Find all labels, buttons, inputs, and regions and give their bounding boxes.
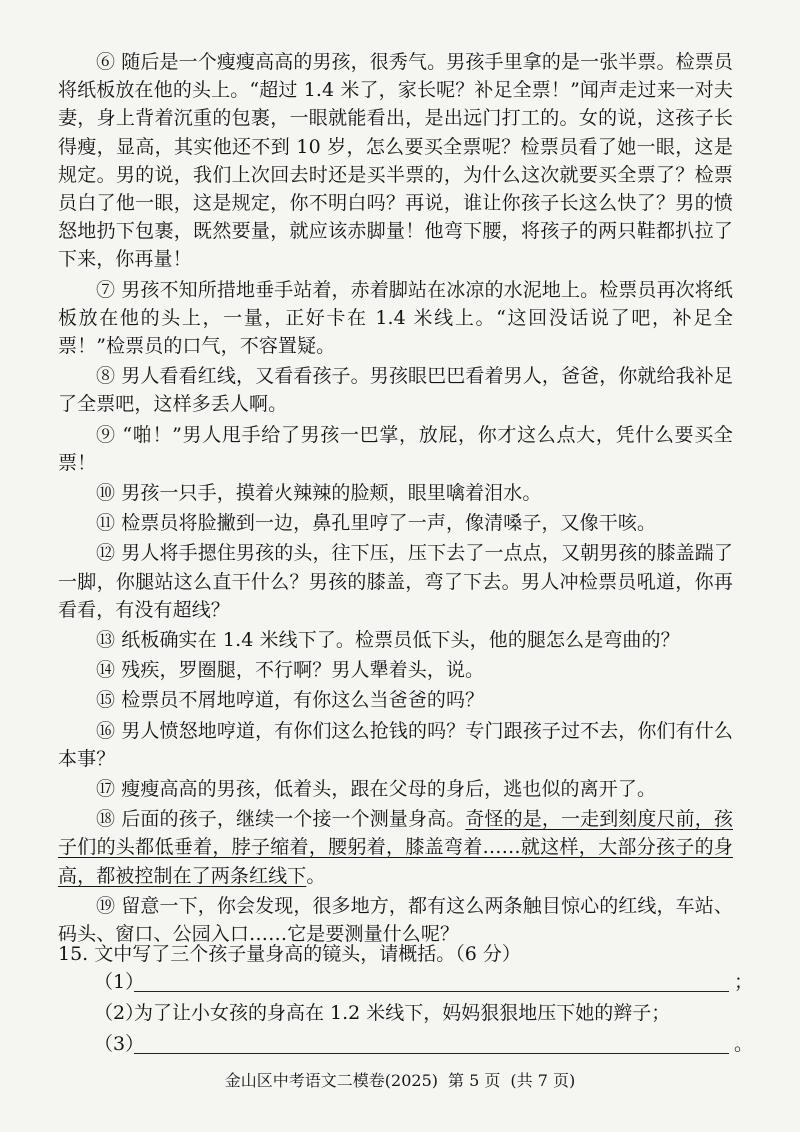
answer-row-3 <box>94 1030 754 1058</box>
paragraph-14: ⑭ 残疾，罗圈腿，不行啊？男人犟着头，说。 <box>96 659 485 682</box>
exam-name: 金山区中考语文二模卷(2025) <box>224 1071 438 1090</box>
paragraph-16: ⑯ 男人愤怒地哼道，有你们这么抢钱的吗？专门跟孩子过不去，你们有什么本事？ <box>58 719 733 770</box>
paragraph-19: ⑲ 留意一下，你会发现，很多地方，都有这么两条触目惊心的红线，车站、码头、窗口、公园入口……它是要测量什么呢？ <box>58 894 733 946</box>
answer-label-1: （1） <box>94 971 145 993</box>
paragraph-13: ⑬ 纸板确实在 1.4 米线下了。检票员低下头，他的腿怎么是弯曲的？ <box>96 629 680 652</box>
question-title: 15. 文中写了三个孩子量身高的镜头，请概括。（6 分） <box>58 943 521 965</box>
answer-end-1: ； <box>734 971 754 993</box>
answer-blank-1[interactable] <box>134 973 729 992</box>
paragraph-17: ⑰ 瘦瘦高高的男孩，低着头，跟在父母的身后，逃也似的离开了。 <box>96 778 657 801</box>
answer-text-2: 为了让小女孩的身高在 1.2 米线下，妈妈狠狠地压下她的辫子； <box>134 1002 671 1024</box>
paragraph-8: ⑧ 男人看看红线，又看看孩子。男孩眼巴巴看着男人，爸爸，你就给我补足了全票吧，这样多丢人啊。 <box>58 365 733 416</box>
answer-row-1 <box>94 968 754 996</box>
paragraph-15: ⑮ 检票员不屑地哼道，有你这么当爸爸的吗？ <box>96 689 485 712</box>
paragraph-18-intro: ⑱ 后面的孩子，继续一个接一个测量身高。 <box>96 808 466 831</box>
paragraph-6: ⑥ 随后是一个瘦瘦高高的男孩，很秀气。男孩手里拿的是一张半票。检票员将纸板放在他的头上。“超过 1.4 米了，家长呢？补足全票！”闻声走过来一对夫妻，身上背着沉重的包裹，一眼就能看出，是出远门打工的。女的说，这孩子长得瘦，显高，其实他还不到 10 岁，怎么要买全票呢？检票员看了她一眼，这是规定。男的说，我们上次回去时还是买半票的，为什么这次就要买全票了？检票员白了他一眼，这是规定，你不明白吗？再说，谁让你孩子长这么快了？男的愤怒地扔下包裹，既然要量，就应该赤脚量！他弯下腰，将孩子的两只鞋都扒拉了下来，你再量！ <box>58 51 733 271</box>
paragraph-11: ⑪ 检票员将脸撇到一边，鼻孔里哼了一声，像清嗓子，又像干咳。 <box>96 512 657 535</box>
paragraph-18 <box>58 805 733 890</box>
answer-blank-3[interactable] <box>134 1035 729 1054</box>
paragraph-9: ⑨ “啪！”男人甩手给了男孩一巴掌，放屁，你才这么点大，凭什么要买全票！ <box>58 423 733 474</box>
paragraph-7: ⑦ 男孩不知所措地垂手站着，赤着脚站在冰凉的水泥地上。检票员再次将纸板放在他的头上，一量，正好卡在 1.4 米线上。“这回没话说了吧，补足全票！”检票员的口气，不容置疑。 <box>58 278 733 358</box>
paragraph-18-end: 。 <box>306 864 326 887</box>
underlined-passage: 奇怪的是，一走到刻度尺前，孩子们的头都低垂着，脖子缩着，腰躬着，膝盖弯着……就这样，大部分孩子的身高，都被控制在了两条红线下 <box>58 808 733 887</box>
page-total: (共 7 页) <box>510 1071 576 1090</box>
page-number: 第 5 页 <box>448 1071 501 1090</box>
answer-end-3: 。 <box>734 1033 754 1055</box>
answer-label-3: （3） <box>94 1033 145 1055</box>
question-15 <box>58 940 754 1058</box>
reading-passage <box>58 48 733 948</box>
paragraph-10: ⑩ 男孩一只手，摸着火辣辣的脸颊，眼里噙着泪水。 <box>96 482 542 505</box>
page-footer <box>0 1070 800 1092</box>
answer-row-2 <box>94 999 748 1027</box>
answer-label-2: （2） <box>94 1002 145 1024</box>
paragraph-12: ⑫ 男人将手摁住男孩的头，往下压，压下去了一点点，又朝男孩的膝盖踹了一脚，你腿站这么直干什么？男孩的膝盖，弯了下去。男人冲检票员吼道，你再看看，有没有超线？ <box>58 542 733 621</box>
